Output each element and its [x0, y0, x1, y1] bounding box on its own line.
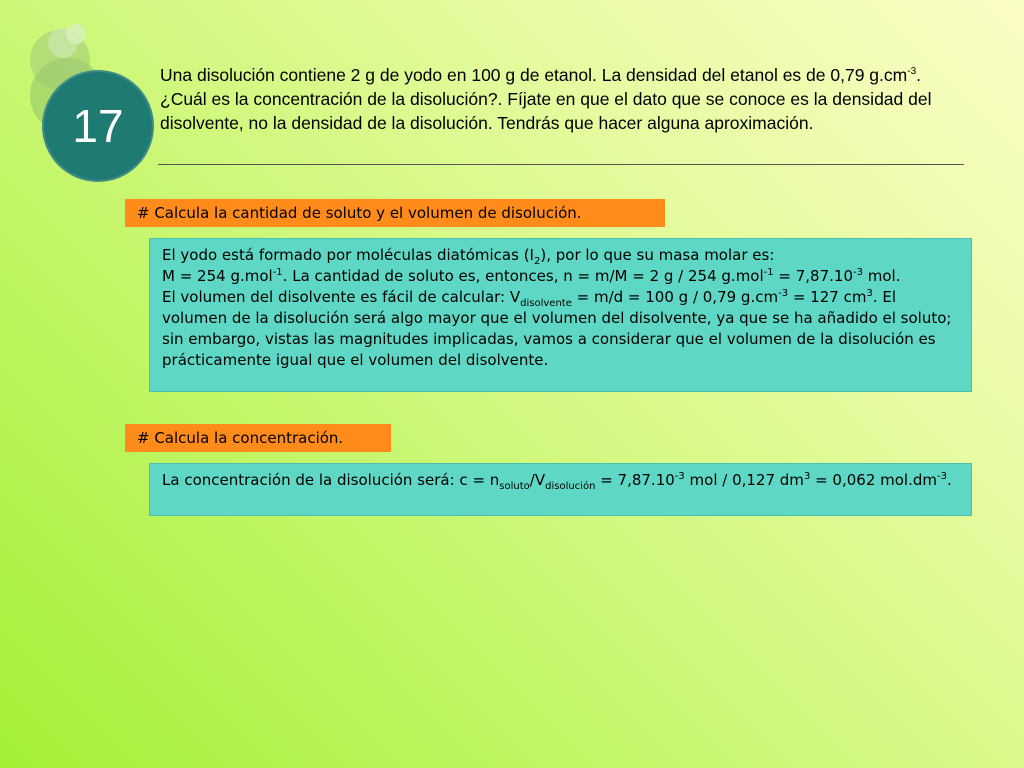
step1-label: # Calcula la cantidad de soluto y el volumen de disolución.	[125, 199, 665, 227]
slide-number: 17	[72, 100, 124, 152]
question-text: Una disolución contiene 2 g de yodo en 100 g de etanol. La densidad del etanol es de 0,79 $g.cm^{-3}$. ¿Cuál es la concentración de la disolución?. Fíjate en que el dato que se conoce es la densidad del disolvente, no la densidad de la disolución. Tendrás que hacer alguna aproximación.	[160, 65, 932, 133]
bubble-decoration	[66, 24, 86, 44]
divider	[158, 164, 964, 165]
step2-label: # Calcula la concentración.	[125, 424, 391, 452]
step2-answer-box: La concentración de la disolución será: $c = n_{soluto}/V_{disolución} = 7,87.10^{-3}$ mol / 0,127 $dm^3 = 0,062$ $mol.dm^{-3}$.	[149, 463, 972, 516]
step1-answer-box: El yodo está formado por moléculas diatómicas $(I_2)$, por lo que su masa molar es: M = 254 g.mol$^{-1}$. La cantidad de soluto es, entonces, n = m/M = 2 g / 254 $g.mol^{-1} = 7,87.10^{-3}$ mol. El volumen del disolvente es fácil de calcular: $V_{disolvente} = m/d = 100$ g / 0,79 $g.cm^{-3} = 127$ $cm^3$. El volumen de la disolución será algo mayor que el volumen del disolvente, ya que se ha añadido el soluto; sin embargo, vistas las magnitudes implicadas, vamos a considerar que el volumen de la disolución es prácticamente igual que el volumen del disolvente.	[149, 238, 972, 392]
